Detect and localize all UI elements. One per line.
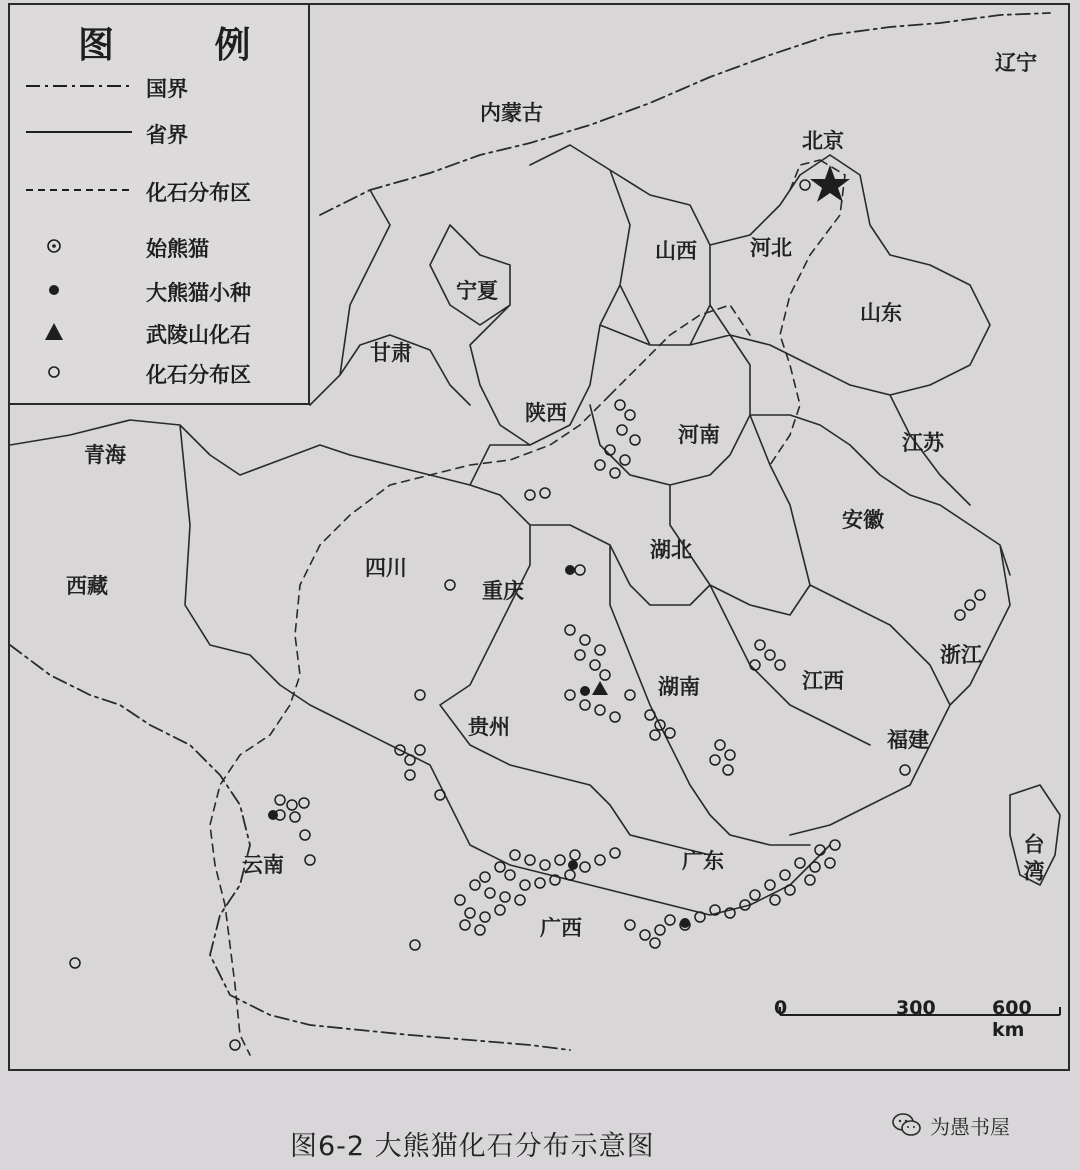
filled-dot-icon <box>24 275 134 305</box>
fossil-site-marker <box>575 565 585 575</box>
fossil-site-marker <box>485 888 495 898</box>
wulingshan-fossil-marker <box>592 681 608 695</box>
hollow-circle-icon <box>24 357 134 387</box>
fossil-site-marker <box>287 800 297 810</box>
legend-item-fossil-range-line <box>24 175 304 205</box>
region-label: 重庆 <box>482 579 524 603</box>
fossil-site-marker <box>510 850 520 860</box>
region-label: 云南 <box>242 853 284 877</box>
legend-label: 始熊猫 <box>146 237 209 261</box>
watermark-text: 为愚书屋 <box>930 1114 1010 1139</box>
fossil-site-marker <box>300 830 310 840</box>
fossil-site-marker <box>630 435 640 445</box>
fossil-site-marker <box>595 855 605 865</box>
region-label: 内蒙古 <box>480 101 543 125</box>
figure-caption: 图6-2 大熊猫化石分布示意图 <box>290 1131 655 1162</box>
region-label: 山西 <box>655 239 697 263</box>
fossil-site-marker <box>815 845 825 855</box>
region-label: 浙江 <box>940 643 982 667</box>
fossil-site-marker <box>600 670 610 680</box>
dashed-line-icon <box>24 175 134 205</box>
fossil-site-marker <box>465 908 475 918</box>
fossil-site-marker <box>645 710 655 720</box>
fossil-site-marker <box>580 862 590 872</box>
fossil-site-marker <box>495 905 505 915</box>
fossil-site-marker <box>723 765 733 775</box>
fossil-site-marker <box>750 660 760 670</box>
watermark <box>892 1110 1010 1140</box>
fossil-site-marker <box>775 660 785 670</box>
fossil-site-marker <box>965 600 975 610</box>
fossil-site-marker <box>520 880 530 890</box>
national-border-icon <box>24 71 134 101</box>
dotted-circle-icon <box>24 231 134 261</box>
fossil-site-marker <box>955 610 965 620</box>
region-label: 西藏 <box>66 574 108 598</box>
fossil-site-marker <box>825 858 835 868</box>
scale-bar <box>770 995 1070 1045</box>
fossil-site-marker <box>665 915 675 925</box>
fossil-site-marker <box>540 488 550 498</box>
fossil-site-marker <box>505 870 515 880</box>
region-label: 四川 <box>365 556 407 580</box>
small-panda-marker <box>565 565 575 575</box>
fossil-site-marker <box>770 895 780 905</box>
fossil-site-marker <box>435 790 445 800</box>
fossil-site-marker <box>785 885 795 895</box>
legend-label: 大熊猫小种 <box>146 281 251 305</box>
region-label: 宁夏 <box>456 279 498 303</box>
fossil-site-marker <box>415 745 425 755</box>
fossil-site-marker <box>610 468 620 478</box>
fossil-site-marker <box>525 855 535 865</box>
fossil-site-marker <box>305 855 315 865</box>
fossil-site-marker <box>470 880 480 890</box>
fossil-site-marker <box>715 740 725 750</box>
fossil-site-marker <box>665 728 675 738</box>
fossil-site-marker <box>570 850 580 860</box>
fossil-site-marker <box>620 455 630 465</box>
fossil-site-marker <box>290 812 300 822</box>
fossil-site-marker <box>500 892 510 902</box>
small-panda-marker <box>568 860 578 870</box>
region-label: 安徽 <box>842 508 884 532</box>
region-label: 湖北 <box>650 538 692 562</box>
fossil-site-marker <box>595 705 605 715</box>
region-label: 福建 <box>887 728 929 752</box>
region-label: 湖南 <box>658 675 700 699</box>
legend-label: 化石分布区 <box>146 181 251 205</box>
fossil-site-marker <box>475 925 485 935</box>
scale-tick: 0 <box>774 997 788 1019</box>
beijing-star-icon <box>810 165 850 202</box>
fossil-site-marker <box>480 872 490 882</box>
scale-tick: 600 km <box>992 997 1032 1041</box>
legend-item-provincial-border <box>24 117 304 147</box>
fossil-site-marker <box>70 958 80 968</box>
fossil-site-marker <box>580 700 590 710</box>
fossil-site-marker <box>625 920 635 930</box>
fossil-site-marker <box>575 650 585 660</box>
fossil-site-marker <box>610 848 620 858</box>
region-label: 陕西 <box>525 401 567 425</box>
region-label: 辽宁 <box>995 51 1037 75</box>
legend-title: 图 例 <box>78 25 295 66</box>
fossil-site-marker <box>625 410 635 420</box>
fossil-site-marker <box>415 690 425 700</box>
small-panda-marker <box>680 918 690 928</box>
fossil-site-marker <box>515 895 525 905</box>
region-label: 江西 <box>802 669 844 693</box>
region-label: 北京 <box>802 129 844 153</box>
triangle-icon <box>24 317 134 347</box>
region-label: 广西 <box>540 916 582 940</box>
legend-item-fossil-site <box>24 357 304 387</box>
fossil-site-marker <box>780 870 790 880</box>
fossil-site-marker <box>555 855 565 865</box>
fossil-site-marker <box>565 870 575 880</box>
region-label: 台湾 <box>1021 833 1045 887</box>
fossil-site-marker <box>605 445 615 455</box>
legend-label: 武陵山化石 <box>146 323 251 347</box>
legend-label: 省界 <box>146 123 188 147</box>
scale-tick: 300 <box>896 997 936 1019</box>
small-panda-marker <box>268 810 278 820</box>
fossil-site-marker <box>610 712 620 722</box>
fossil-site-marker <box>410 940 420 950</box>
fossil-site-marker <box>460 920 470 930</box>
legend-label: 化石分布区 <box>146 363 251 387</box>
fossil-site-marker <box>640 930 650 940</box>
fossil-site-marker <box>540 860 550 870</box>
fossil-site-marker <box>695 912 705 922</box>
fossil-site-marker <box>975 590 985 600</box>
provincial-border-icon <box>24 117 134 147</box>
legend-item-national-border <box>24 71 304 101</box>
fossil-site-marker <box>525 490 535 500</box>
fossil-site-marker <box>765 880 775 890</box>
legend <box>10 5 310 405</box>
region-label: 甘肃 <box>370 341 412 365</box>
fossil-site-marker <box>625 690 635 700</box>
fossil-site-marker <box>480 912 490 922</box>
region-label: 江苏 <box>902 431 944 455</box>
legend-label: 国界 <box>146 77 188 101</box>
region-label: 广东 <box>682 849 724 873</box>
fossil-site-marker <box>795 858 805 868</box>
legend-item-ailuropoda-microta <box>24 231 304 261</box>
small-panda-marker <box>580 686 590 696</box>
fossil-site-marker <box>617 425 627 435</box>
fossil-site-marker <box>230 1040 240 1050</box>
fossil-site-marker <box>765 650 775 660</box>
fossil-site-marker <box>445 580 455 590</box>
fossil-site-marker <box>275 795 285 805</box>
legend-item-wulingshan-fossil <box>24 317 304 347</box>
fossil-site-marker <box>405 755 415 765</box>
fossil-site-marker <box>650 730 660 740</box>
fossil-site-marker <box>565 690 575 700</box>
fossil-site-marker <box>830 840 840 850</box>
fossil-site-marker <box>800 180 810 190</box>
fossil-site-marker <box>580 635 590 645</box>
fossil-site-marker <box>565 625 575 635</box>
fossil-site-marker <box>710 755 720 765</box>
fossil-site-marker <box>535 878 545 888</box>
fossil-site-marker <box>805 875 815 885</box>
region-label: 贵州 <box>468 715 510 739</box>
fossil-site-marker <box>299 798 309 808</box>
fossil-site-marker <box>725 750 735 760</box>
legend-item-ailuropoda-small <box>24 275 304 305</box>
fossil-site-marker <box>455 895 465 905</box>
fossil-site-marker <box>495 862 505 872</box>
region-label: 青海 <box>84 443 126 467</box>
fossil-site-marker <box>755 640 765 650</box>
fossil-site-marker <box>900 765 910 775</box>
fossil-site-marker <box>650 938 660 948</box>
region-label: 河北 <box>750 236 792 260</box>
fossil-site-marker <box>590 660 600 670</box>
wechat-icon <box>892 1112 922 1138</box>
fossil-site-marker <box>750 890 760 900</box>
fossil-site-marker <box>595 645 605 655</box>
fossil-site-marker <box>595 460 605 470</box>
fossil-site-marker <box>810 862 820 872</box>
map-frame <box>8 3 1070 1071</box>
region-label: 山东 <box>860 301 902 325</box>
region-label: 河南 <box>678 423 720 447</box>
fossil-site-marker <box>405 770 415 780</box>
fossil-site-marker <box>615 400 625 410</box>
fossil-site-marker <box>655 925 665 935</box>
